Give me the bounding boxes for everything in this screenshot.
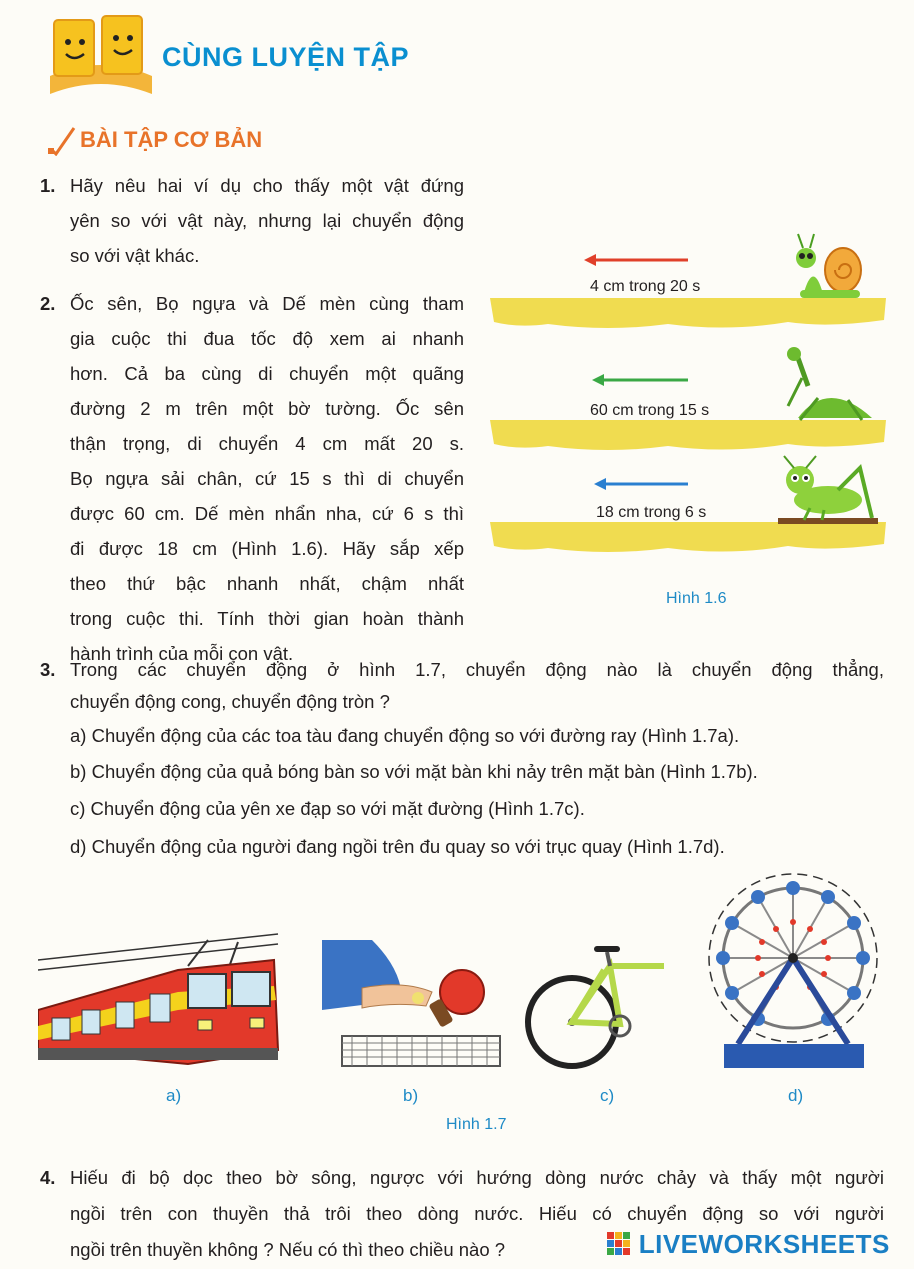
cricket-arrow-head bbox=[594, 478, 606, 490]
liveworksheets-logo bbox=[607, 1229, 890, 1263]
mascot-books-icon bbox=[44, 14, 158, 100]
question-number: 3. bbox=[40, 659, 56, 680]
question-line: gia cuộc thi đua tốc độ xem ai nhanh bbox=[70, 328, 464, 349]
question-1 bbox=[40, 168, 464, 273]
question-line: chuyển động cong, chuyển động tròn ? bbox=[70, 691, 390, 712]
wall-strip bbox=[490, 420, 886, 450]
question-line: yên so với vật này, nhưng lại chuyển động bbox=[70, 210, 464, 231]
question-line: Trong các chuyển động ở hình 1.7, chuyển động nào là chuyển động thẳng, bbox=[70, 659, 884, 680]
section-title: BÀI TẬP CƠ BẢN bbox=[80, 127, 263, 152]
cricket-icon bbox=[778, 456, 878, 524]
question-line: Ốc sên, Bọ ngựa và Dế mèn cùng tham bbox=[70, 293, 464, 314]
mantis-arrow-head bbox=[592, 374, 604, 386]
question-line: đường 2 m trên một bờ tường. Ốc sên bbox=[70, 398, 464, 419]
question-line: được 60 cm. Dế mèn nhẩn nha, cứ 6 s thì bbox=[70, 503, 464, 524]
question-3 bbox=[40, 654, 884, 718]
snail-arrow-head bbox=[584, 254, 596, 266]
figure-1-7-caption: Hình 1.7 bbox=[446, 1116, 507, 1133]
logo-text: LIVEWORKSHEETS bbox=[638, 1229, 890, 1259]
question-number: 2. bbox=[40, 293, 56, 314]
question-3-item-b: b) Chuyển động của quả bóng bàn so với mặt bàn khi nảy trên mặt bàn (Hình 1.7b). bbox=[70, 761, 758, 782]
logo-grid-icon bbox=[607, 1232, 631, 1256]
question-line: Hiếu đi bộ dọc theo bờ sông, ngược với hướng dòng nước chảy và thấy một người bbox=[70, 1167, 884, 1188]
snail-icon bbox=[796, 234, 861, 298]
ping-pong-icon bbox=[322, 940, 502, 1070]
mantis-icon bbox=[787, 347, 872, 420]
question-line: Hãy nêu hai ví dụ cho thấy một vật đứng bbox=[70, 175, 464, 196]
cricket-speed-label: 18 cm trong 6 s bbox=[596, 504, 707, 521]
question-3-item-c: c) Chuyển động của yên xe đạp so với mặt đường (Hình 1.7c). bbox=[70, 798, 585, 819]
question-2 bbox=[40, 286, 464, 671]
wall-strip bbox=[490, 298, 886, 328]
question-number: 4. bbox=[40, 1167, 56, 1188]
ferris-wheel-icon bbox=[698, 872, 888, 1072]
question-line: thận trọng, di chuyển 4 cm mất 20 s. bbox=[70, 433, 464, 454]
figure-1-7d-label: d) bbox=[788, 1086, 804, 1105]
question-line: so với vật khác. bbox=[70, 245, 200, 266]
figure-1-6-caption: Hình 1.6 bbox=[666, 590, 727, 607]
question-line: Bọ ngựa sải chân, cứ 15 s thì di chuyển bbox=[70, 468, 464, 489]
page-title: CÙNG LUYỆN TẬP bbox=[162, 42, 410, 72]
question-3-item-a: a) Chuyển động của các toa tàu đang chuyển động so với đường ray (Hình 1.7a). bbox=[70, 725, 740, 746]
question-line: hơn. Cả ba cùng di chuyển một quãng bbox=[70, 363, 464, 384]
question-line: ngồi trên thuyền không ? Nếu có thì theo chiều nào ? bbox=[70, 1239, 506, 1260]
bicycle-icon bbox=[524, 940, 666, 1070]
figure-1-7b-label: b) bbox=[403, 1086, 419, 1105]
wall-strip bbox=[490, 522, 886, 552]
pencil-check-icon bbox=[46, 124, 78, 156]
mantis-speed-label: 60 cm trong 15 s bbox=[590, 402, 710, 419]
question-line: đi được 18 cm (Hình 1.6). Hãy sắp xếp bbox=[70, 538, 464, 559]
snail-speed-label: 4 cm trong 20 s bbox=[590, 278, 701, 295]
question-line: trong cuộc thi. Tính thời gian hoàn thành bbox=[70, 608, 464, 629]
figure-1-7c-label: c) bbox=[600, 1086, 615, 1105]
question-line: ngồi trên con thuyền thả trôi theo dòng nước. Hiếu có chuyển động so với người bbox=[70, 1203, 884, 1224]
question-line: theo thứ bậc nhanh nhất, chậm nhất bbox=[70, 573, 464, 594]
train-icon bbox=[38, 930, 280, 1070]
question-number: 1. bbox=[40, 175, 56, 196]
question-line: hành trình của mỗi con vật. bbox=[70, 643, 294, 664]
figure-1-7a-label: a) bbox=[166, 1086, 182, 1105]
question-3-item-d: d) Chuyển động của người đang ngồi trên đu quay so với trục quay (Hình 1.7d). bbox=[70, 836, 725, 857]
